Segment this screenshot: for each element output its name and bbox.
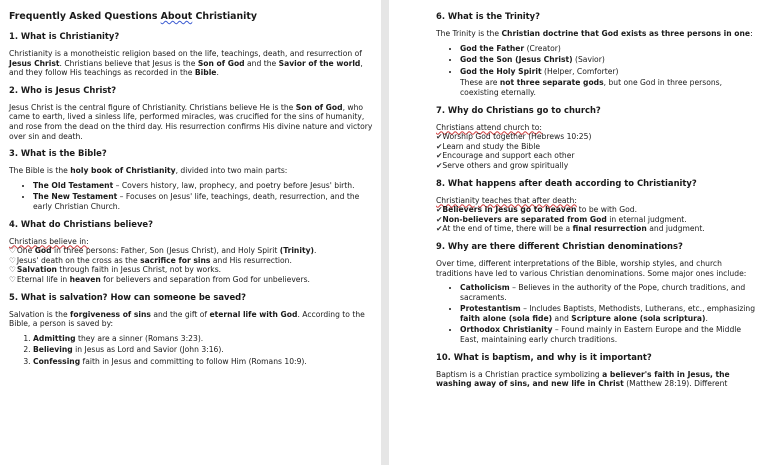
list-item: 3. Confessing faith in Jesus and committing to follow Him (Romans 10:9). (33, 357, 373, 367)
heart-icon (9, 246, 17, 255)
belief-item: ♡ One God in three persons: Father, Son (Jesus Christ), and Holy Spirit (Trinity). (9, 246, 373, 256)
heart-icon (9, 265, 17, 274)
heading-q1: 1. What is Christianity? (9, 31, 120, 41)
list-item: • The New Testament – Focuses on Jesus' life, teachings, death, resurrection, and the early Christian Church. (33, 192, 373, 211)
afterlife-item: ✔ At the end of time, there will be a final resurrection and judgment. (436, 224, 760, 234)
heading-q5: 5. What is salvation? How can someone be saved? (9, 291, 247, 302)
answer-q9-intro: Over time, different interpretations of the Bible, worship styles, and church traditions have led to various Christian denominations. Some major ones include: (436, 258, 747, 278)
heart-icon (9, 275, 17, 284)
document-page-right (389, 0, 768, 465)
list-item: • God the Son (Jesus Christ) (Savior) (460, 55, 760, 65)
list-item: • Catholicism – Believes in the authority of the Pope, church traditions, and sacraments. (460, 283, 760, 302)
left-column (9, 9, 373, 371)
heading-q3: 3. What is the Bible? (9, 148, 107, 159)
church-reason-item: ✔ Serve others and grow spiritually (436, 161, 760, 171)
list-item: 2. Believing in Jesus as Lord and Savior (John 3:16). (33, 345, 373, 355)
belief-item: ♡ Salvation through faith in Jesus Christ, not by works. (9, 265, 373, 275)
answer-q7-intro: Christians attend church to: (436, 122, 542, 132)
heading-q4: 4. What do Christians believe? (9, 218, 153, 229)
answer-q2: Jesus Christ is the central figure of Christianity. Christians believe He is the Son of God, who came to earth, lived a sinless life, performed miracles, was crucified for the sins of humanity, and rose from the dead on the third day. His resurrection confirms His divine nature and victory over sin and death. (9, 102, 373, 141)
salvation-steps-list (9, 334, 373, 367)
list-item: • God the Holy Spirit (Helper, Comforter) (460, 67, 760, 77)
church-reason-item: ✔ Learn and study the Bible (436, 142, 760, 152)
heart-icon (9, 256, 17, 265)
list-item: • God the Father (Creator) (460, 44, 760, 54)
list-item: • Orthodox Christianity – Found mainly in Eastern Europe and the Middle East, maintaining early church traditions. (460, 325, 760, 344)
church-reason-item: ✔ Worship God together (Hebrews 10:25) (436, 132, 760, 142)
answer-q5-intro: Salvation is the forgiveness of sins and the gift of eternal life with God. According to the Bible, a person is saved by: (9, 309, 365, 329)
heading-q2: 2. Who is Jesus Christ? (9, 84, 117, 95)
list-item: • Protestantism – Includes Baptists, Methodists, Lutherans, etc., emphasizing faith alone (sola fide) and Scripture alone (sola scriptura). (460, 304, 760, 323)
answer-q6-intro: The Trinity is the Christian doctrine that God exists as three persons in one: (436, 29, 753, 38)
document-title (9, 11, 373, 23)
heading-q6: 6. What is the Trinity? (436, 11, 540, 21)
document-page-left (0, 0, 381, 465)
list-item: • The Old Testament – Covers history, law, prophecy, and poetry before Jesus' birth. (33, 181, 373, 191)
church-reason-item: ✔ Encourage and support each other (436, 151, 760, 161)
title-word-about: About (160, 11, 193, 22)
afterlife-item: ✔ Believers in Jesus go to heaven to be with God. (436, 205, 760, 215)
afterlife-item: ✔ Non-believers are separated from God in eternal judgment. (436, 215, 760, 225)
heading-q8: 8. What happens after death according to Christianity? (436, 177, 697, 188)
answer-q3-intro: The Bible is the holy book of Christianity, divided into two main parts: (9, 166, 288, 176)
belief-item: ♡ Jesus' death on the cross as the sacrifice for sins and His resurrection. (9, 256, 373, 266)
title-text: Frequently Asked Questions (9, 11, 161, 22)
answer-q4-intro: Christians believe in: (9, 236, 89, 246)
heading-q7: 7. Why do Christians go to church? (436, 104, 601, 115)
answer-q1: Christianity is a monotheistic religion based on the life, teachings, death, and resurrection of Jesus Christ. Christians believe that Jesus is the Son of God and the Savior of the world, and they follow His teachings as recorded in the Bible. (9, 49, 363, 78)
bible-parts-list (9, 181, 373, 212)
trinity-list (436, 44, 760, 77)
right-column (436, 9, 760, 394)
answer-q10: Baptism is a Christian practice symbolizing a believer's faith in Jesus, the washing away of sins, and new life in Christ (Matthew 28:19). Different (436, 369, 730, 389)
list-item: 1. Admitting they are a sinner (Romans 3:23). (33, 334, 373, 344)
trinity-note: These are not three separate gods, but one God in three persons, coexisting eternally. (460, 78, 723, 97)
belief-item: ♡ Eternal life in heaven for believers and separation from God for unbelievers. (9, 275, 373, 285)
heading-q9: 9. Why are there different Christian denominations? (436, 240, 683, 251)
answer-q8-intro: Christianity teaches that after death: (436, 195, 577, 205)
heading-q10: 10. What is baptism, and why is it important? (436, 351, 652, 362)
title-text-end: Christianity (192, 11, 257, 22)
denominations-list (436, 283, 760, 345)
